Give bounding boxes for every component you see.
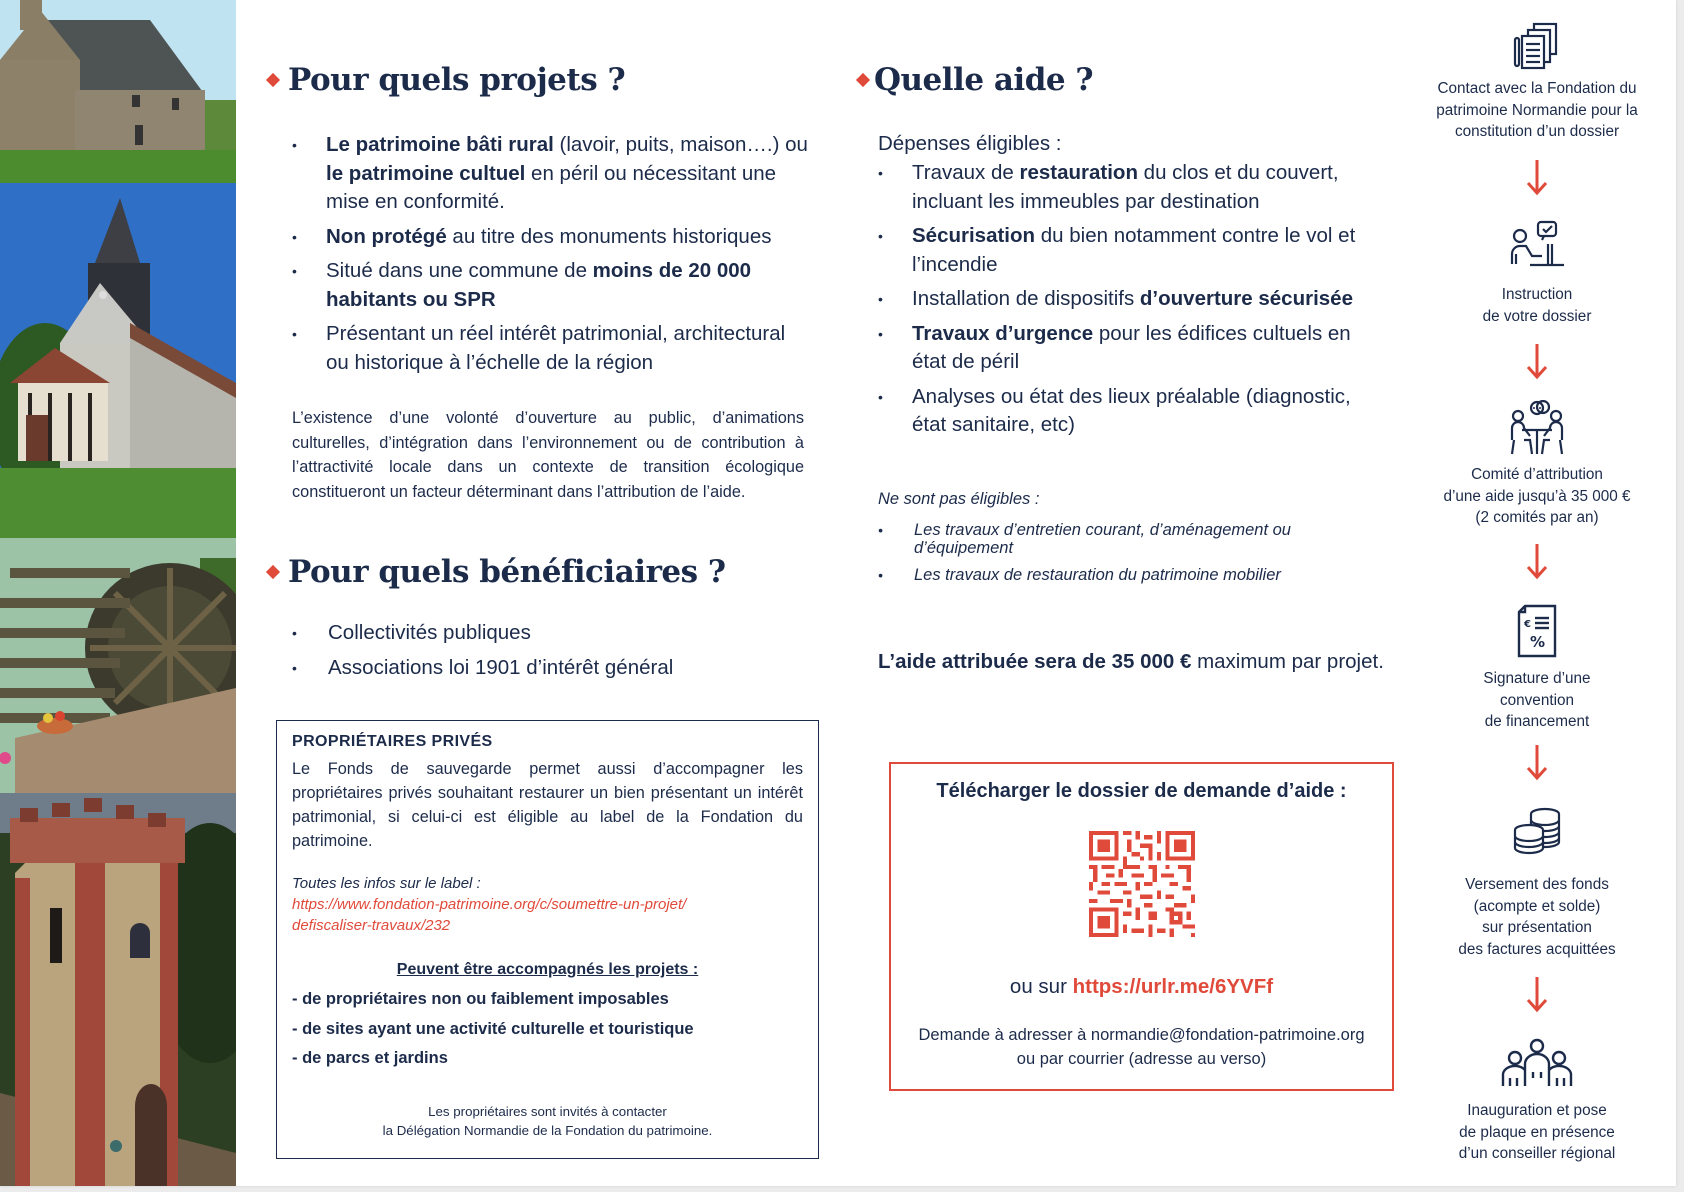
line: d’une aide jusqu’à 35 000 €: [1443, 487, 1631, 505]
eligible-expenses-list: [878, 159, 1378, 446]
photo-water-wheel: [0, 538, 236, 793]
projects-paragraph: L’existence d’une volonté d’ouverture au public, d’animations culturelles, d’intégration dans l’environnement ou de contribution à l’attractivité locale dans un contexte de transition écologique constitueront un facteur déterminant dans l’attribution de l’aide.: [292, 409, 804, 501]
bold-text: Travaux d’urgence: [912, 321, 1094, 345]
projects-item: [292, 131, 812, 217]
line: Versement des fonds: [1465, 876, 1609, 893]
beneficiaries-heading-text: Pour quels bénéficiaires ?: [288, 554, 726, 590]
send-instructions: [891, 1023, 1392, 1071]
text: Présentant un réel intérêt patrimonial, architectural ou historique à l’échelle de la région: [326, 322, 786, 374]
eligible-expense-item: [878, 222, 1378, 279]
svg-text:%: %: [1530, 633, 1546, 651]
arrow-down-icon: [1525, 158, 1549, 196]
flow-step-text: [1420, 464, 1654, 529]
eligible-expense-item: [878, 320, 1378, 377]
label-intro: Toutes les infos sur le label :: [292, 875, 481, 892]
bold-text: Sécurisation: [912, 224, 1036, 247]
bold-text: moins de 20 000 habitants ou SPR: [326, 259, 752, 311]
send-line: Demande à adresser à normandie@fondation-patrimoine.org: [918, 1026, 1365, 1044]
line: convention: [1500, 691, 1574, 709]
line: Contact avec la Fondation du: [1437, 80, 1637, 97]
arrow-down-icon: [1525, 542, 1549, 580]
flow-step-text: [1420, 874, 1654, 960]
text: Analyses ou état des lieux préalable (diagnostic, état sanitaire, etc): [912, 384, 1351, 436]
text: en péril ou nécessitant une mise en conformité.: [326, 161, 777, 213]
download-box: [889, 762, 1394, 1091]
label-link[interactable]: [292, 894, 803, 936]
svg-text:€: €: [1524, 619, 1531, 630]
flow-step-committee: [1420, 400, 1654, 529]
not-eligible-item: • Les travaux d’entretien courant, d’aménagement ou d’équipement: [878, 521, 1358, 557]
text: Installation de dispositifs: [912, 287, 1140, 310]
not-eligible-item: • Les travaux de restauration du patrimoine mobilier: [878, 566, 1358, 584]
projects-item: [292, 320, 812, 377]
beneficiary-item: • Associations loi 1901 d’intérêt général: [292, 654, 792, 683]
bold-text: restauration: [1019, 161, 1138, 184]
line: de financement: [1484, 713, 1590, 730]
line: (acompte et solde): [1473, 897, 1601, 915]
eligible-expense-item: [878, 285, 1378, 314]
contract-percent-icon: [1515, 604, 1559, 658]
beneficiaries-heading: [268, 554, 726, 590]
line: de plaque en présence: [1459, 1123, 1615, 1141]
text: pour les édifices cultuels en état de péril: [912, 321, 1351, 373]
not-eligible-label: Ne sont pas éligibles :: [878, 490, 1040, 508]
line: sur présentation: [1482, 919, 1592, 936]
line: patrimoine Normandie pour la: [1436, 101, 1638, 119]
eligible-project-item: - de propriétaires non ou faiblement imposables: [292, 990, 669, 1008]
diamond-bullet-icon: [266, 72, 280, 86]
line: d’un conseiller régional: [1458, 1145, 1616, 1162]
private-owners-box: [276, 720, 819, 1159]
projects-item: [292, 257, 812, 314]
text: du bien notamment contre le vol et l’incendie: [912, 224, 1356, 276]
arrow-down-icon: [1525, 975, 1549, 1013]
qr-code-icon[interactable]: [1089, 831, 1195, 937]
photo-brick-tower: [0, 793, 236, 1186]
eligible-expense-item: [878, 383, 1378, 440]
committee-meeting-icon: [1508, 400, 1566, 456]
photo-rural-house: [0, 0, 236, 183]
label-link-line2: defiscaliser-travaux/232: [292, 917, 451, 934]
photo-village-church: [0, 183, 236, 538]
text: (lavoir, puits, maison….) ou: [553, 133, 808, 156]
text: au titre des monuments historiques: [446, 224, 772, 248]
aid-heading-text: Quelle aide ?: [874, 62, 1094, 98]
footer-line: Les propriétaires sont invités à contacter: [428, 1103, 667, 1119]
documents-icon: [1512, 22, 1562, 70]
private-owners-text: Le Fonds de sauvegarde permet aussi d’accompagner les propriétaires privés souhaitant restaurer un bien présentant un intérêt patrimonial, si celui-ci est éligible au label de la Fondation du patrimoine.: [292, 760, 803, 850]
line: des factures acquittées: [1458, 940, 1616, 958]
eligible-projects-list: [292, 985, 803, 1074]
diamond-bullet-icon: [266, 564, 280, 578]
flow-step-instruction: [1420, 218, 1654, 327]
bold-text: d’ouverture sécurisée: [1139, 287, 1353, 310]
arrow-down-icon: [1525, 342, 1549, 380]
text: Situé dans une commune de: [326, 259, 593, 282]
eligible-expenses-label: Dépenses éligibles :: [878, 132, 1062, 155]
coins-icon: [1511, 806, 1563, 856]
diamond-bullet-icon: [856, 72, 870, 86]
group-people-icon: [1499, 1038, 1575, 1088]
footer-line: la Délégation Normandie de la Fondation du patrimoine.: [382, 1122, 713, 1138]
flow-step-text: [1420, 78, 1654, 143]
line: de votre dossier: [1482, 307, 1592, 325]
label-link-line1: https://www.fondation-patrimoine.org/c/soumettre-un-projet/: [292, 896, 687, 913]
max-aid-bold: L’aide attribuée sera de 35 000 €: [878, 650, 1192, 673]
line: (2 comités par an): [1475, 509, 1599, 526]
person-review-icon: [1508, 218, 1566, 268]
download-title: Télécharger le dossier de demande d’aide :: [936, 780, 1347, 802]
max-aid-rest: maximum par projet.: [1191, 650, 1384, 673]
eligible-project-item: - de parcs et jardins: [292, 1049, 448, 1067]
projects-list: [292, 131, 812, 383]
send-line: ou par courrier (adresse au verso): [1016, 1050, 1267, 1068]
not-eligible-list: [878, 521, 1358, 593]
aid-heading: [858, 62, 1093, 98]
bold-text: le patrimoine cultuel: [326, 161, 526, 185]
projects-item: [292, 223, 812, 252]
line: constitution d’un dossier: [1454, 123, 1620, 140]
text: du clos et du couvert, incluant les immeubles par destination: [912, 161, 1339, 213]
beneficiary-item: • Collectivités publiques: [292, 619, 792, 648]
line: Signature d’une: [1483, 670, 1591, 687]
or-prefix: ou sur: [1009, 975, 1073, 998]
text: Travaux de: [912, 161, 1020, 184]
flow-step-text: [1420, 1100, 1654, 1165]
line: Instruction: [1501, 286, 1573, 303]
beneficiaries-list: [292, 619, 792, 688]
bold-text: Le patrimoine bâti rural: [326, 133, 554, 156]
flow-step-text: [1420, 668, 1654, 733]
arrow-down-icon: [1525, 743, 1549, 781]
projects-heading: [268, 62, 625, 98]
projects-heading-text: Pour quels projets ?: [288, 62, 626, 98]
eligible-project-item: - de sites ayant une activité culturelle et touristique: [292, 1019, 694, 1038]
line: Inauguration et pose: [1467, 1102, 1607, 1119]
eligible-expense-item: [878, 159, 1378, 216]
flow-step-text: [1420, 284, 1654, 327]
bold-text: Non protégé: [326, 224, 447, 248]
flow-step-signature: [1420, 604, 1654, 733]
private-owners-footer: [292, 1102, 803, 1140]
flow-step-inauguration: [1420, 1038, 1654, 1165]
eligible-projects-title: Peuvent être accompagnés les projets :: [396, 961, 699, 978]
flow-step-payment: [1420, 806, 1654, 960]
private-owners-title: PROPRIÉTAIRES PRIVÉS: [292, 733, 493, 750]
max-aid-line: [878, 650, 1384, 674]
flow-step-contact: [1420, 22, 1654, 143]
line: Comité d’attribution: [1471, 466, 1603, 483]
download-link-line: [891, 975, 1392, 999]
short-link[interactable]: https://urlr.me/6YVFf: [1072, 975, 1274, 998]
